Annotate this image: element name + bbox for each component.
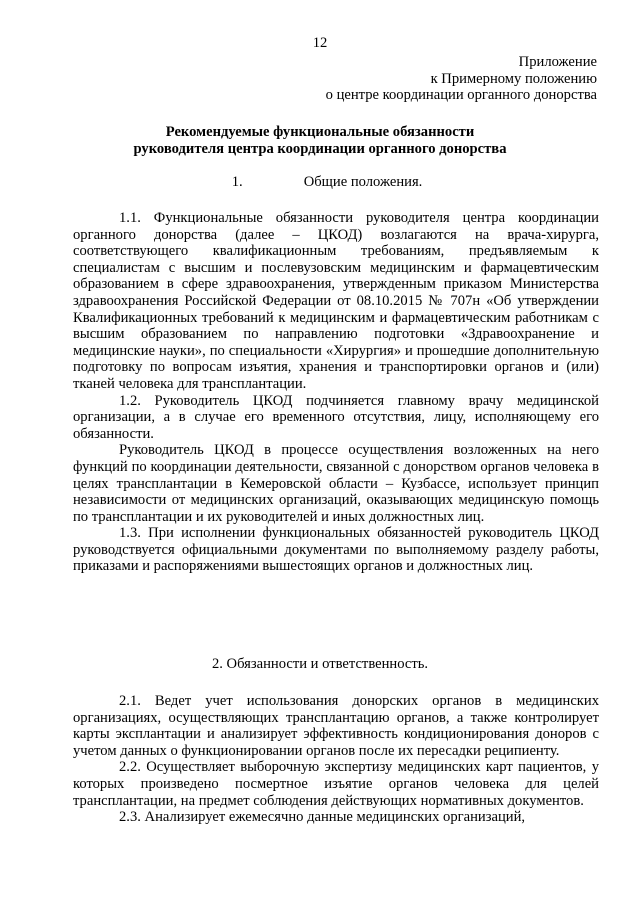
page-number: 12 [312,35,328,51]
paragraph-1-3: 1.3. При исполнении функциональных обязанностей руководитель ЦКОД руководствуется официальными документами по выполняемому разделу работы, приказами и распоряжениями вышестоящих органов и должностных лиц. [73,525,599,575]
title-line-1: Рекомендуемые функциональные обязанности [165,124,475,140]
paragraph-2-2: 2.2. Осуществляет выборочную экспертизу медицинских карт пациентов, у которых произведено посмертное изъятие органов человека для целей трансплантации, на предмет соблюдения действующих нормативных документов. [73,759,599,809]
title-line-2: руководителя центра координации органного донорства [133,140,507,157]
section-1-body [73,210,599,575]
document-title [0,124,640,157]
section-2-heading: 2. Обязанности и ответственность. [211,656,429,672]
appendix-line-2: к Примерному положению [430,70,597,87]
paragraph-1-1: 1.1. Функциональные обязанности руководителя центра координации органного донорства (далее – ЦКОД) возлагаются на врача-хирурга, соответствующего квалификационным требованиям, предъявляемым к специалистам с высшим и послевузовским медицинским и фармацевтическим образованием в сфере здравоохранения, утвержденным приказом Министерства здравоохранения Российской Федерации от 08.10.2015 № 707н «Об утверждении Квалификационных требований к медицинским и фармацевтическим работникам с высшим образованием по направлению подготовки «Здравоохранение и медицинские науки», по специальности «Хирургия» и прошедшие дополнительную подготовку по вопросам изъятия, хранения и транспортировки органов и (или) тканей человека для трансплантации. [73,210,599,392]
section-2-body [73,693,599,826]
paragraph-1-2b: Руководитель ЦКОД в процессе осуществления возложенных на него функций по координации деятельности, связанной с донорством органов человека в целях трансплантации в Кемеровской области – Кузбассе, использует принцип независимости от медицинских организаций, оказывающих медицинскую помощь по трансплантации и их руководителей и иных должностных лиц. [73,442,599,525]
section-1-number: 1. [231,174,243,190]
appendix-line-1: Приложение [518,54,597,70]
appendix-header [326,54,597,104]
paragraph-2-1: 2.1. Ведет учет использования донорских органов в медицинских организациях, осуществляющих трансплантацию органов, а также контролирует карты эксплантации и анализирует эффективность кондиционирования доноров с учетом данных о функционировании органов после их пересадки реципиенту. [73,693,599,759]
appendix-line-3: о центре координации органного донорства [325,87,597,104]
section-1-heading [0,174,640,191]
paragraph-2-3: 2.3. Анализирует ежемесячно данные медицинских организаций, [119,809,526,826]
paragraph-1-2: 1.2. Руководитель ЦКОД подчиняется главному врачу медицинской организации, а в случае его временного отсутствия, лицу, исполняющему его обязанности. [73,392,599,442]
section-1-title: Общие положения. [303,174,423,190]
